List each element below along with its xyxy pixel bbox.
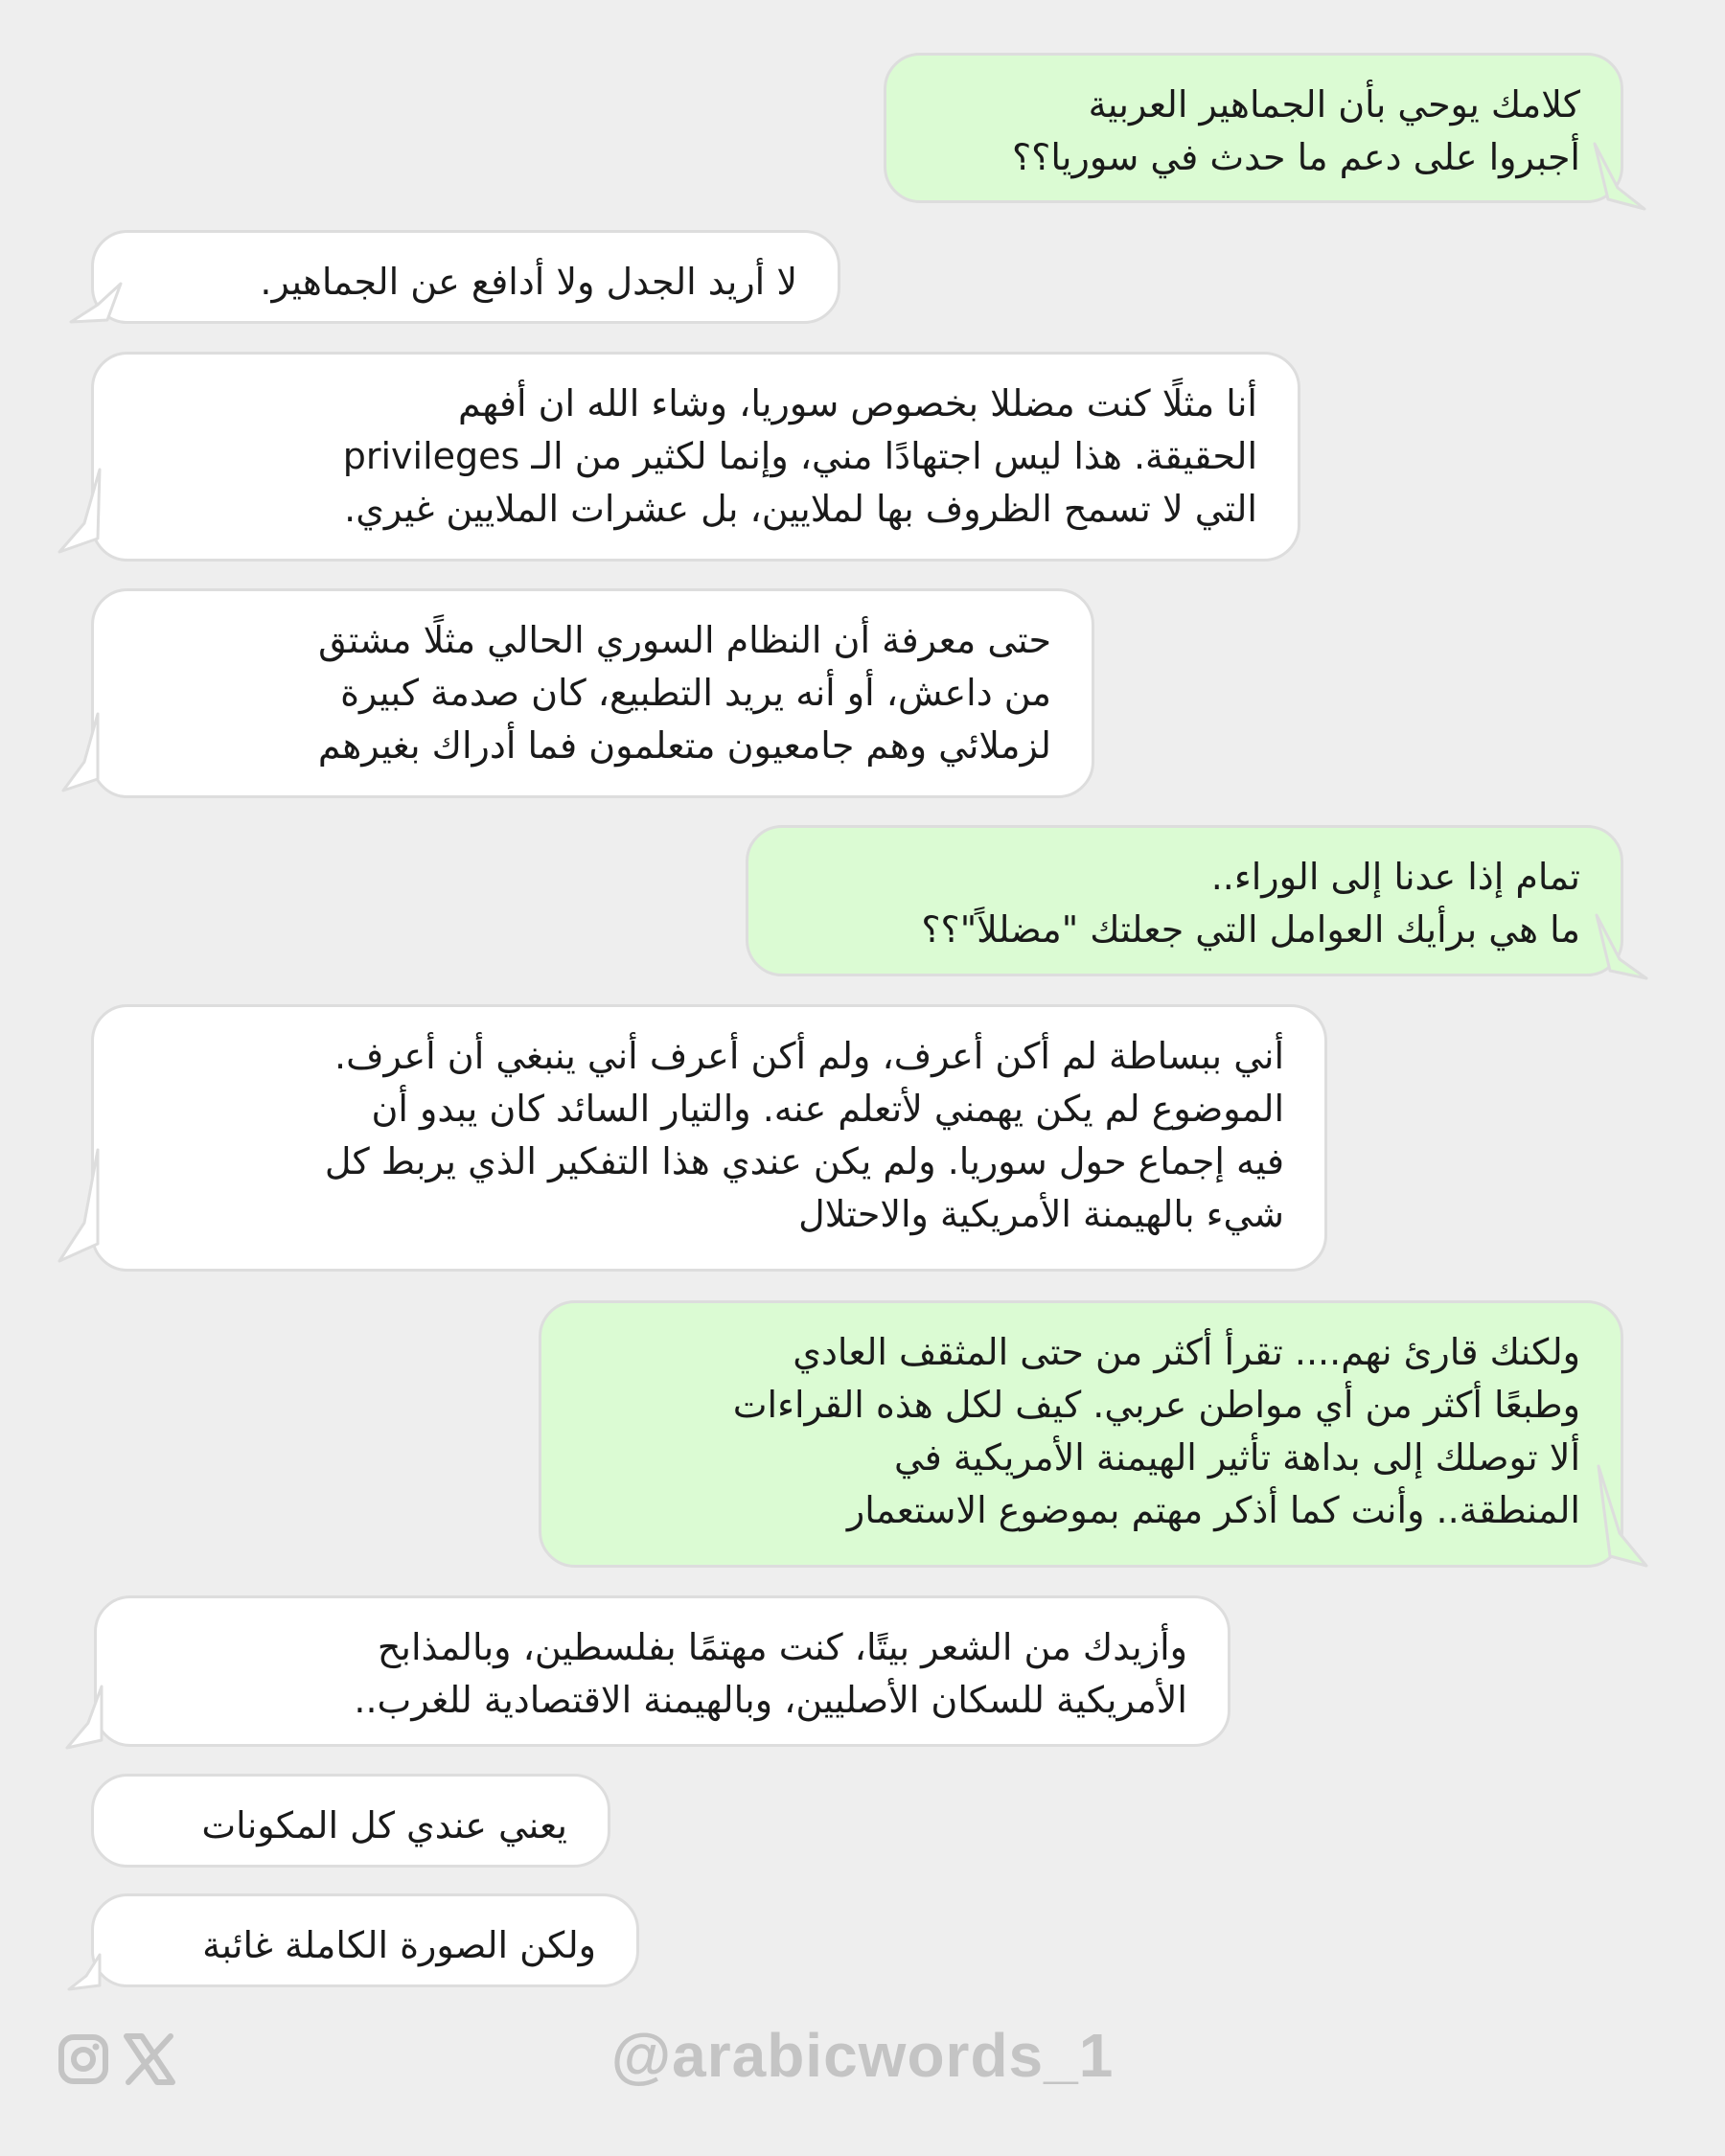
message-line: شيء بالهيمنة الأمريكية والاحتلال — [798, 1193, 1284, 1235]
message-line: الموضوع لم يكن يهمني لأتعلم عنه. والتيار السائد كان يبدو أن — [371, 1088, 1284, 1130]
message-line: يعني عندي كل المكونات — [201, 1804, 567, 1846]
message-line: وطبعًا أكثر من أي مواطن عربي. كيف لكل هذه القراءات — [732, 1384, 1580, 1426]
message-line: حتى معرفة أن النظام السوري الحالي مثلًا مشتق — [318, 619, 1051, 661]
bubble-tail-left — [67, 1955, 115, 1993]
bubble-tail-left — [58, 470, 125, 556]
message-line: وأزيدك من الشعر بيتًا، كنت مهتمًا بفلسطين، وبالمذابح — [377, 1626, 1187, 1668]
message-bubble-sent[interactable] — [884, 53, 1623, 203]
account-handle: @arabicwords_1 — [610, 2021, 1115, 2090]
message-line: لزملائي وهم جامعيون متعلمون فما أدراك بغيرهم — [317, 724, 1051, 767]
message-bubble-received[interactable] — [91, 1893, 639, 1987]
message-line: الحقيقة. هذا ليس اجتهادًا مني، وإنما لكثير من الـ privileges — [342, 435, 1257, 477]
message-bubble-received[interactable] — [91, 230, 840, 324]
message-line: أنا مثلًا كنت مضللا بخصوص سوريا، وشاء الله ان أفهم — [458, 382, 1257, 424]
bubble-tail-left — [67, 284, 125, 332]
message-line: كلامك يوحي بأن الجماهير العربية — [1088, 83, 1580, 126]
bubble-tail-left — [58, 1150, 125, 1265]
message-bubble-received[interactable] — [91, 1774, 610, 1868]
bubble-tail-right — [1593, 915, 1650, 982]
bubble-tail-left — [63, 1686, 130, 1754]
message-line: تمام إذا عدنا إلى الوراء.. — [1210, 856, 1580, 898]
message-bubble-sent[interactable] — [746, 825, 1623, 976]
message-bubble-received[interactable] — [91, 588, 1094, 798]
message-line: فيه إجماع حول سوريا. ولم يكن عندي هذا التفكير الذي يربط كل — [324, 1140, 1284, 1182]
message-line: من داعش، أو أنه يريد التطبيع، كان صدمة كبيرة — [340, 672, 1051, 714]
message-line: ولكن الصورة الكاملة غائبة — [202, 1924, 596, 1966]
message-bubble-sent[interactable] — [539, 1300, 1623, 1568]
message-bubble-received[interactable] — [91, 352, 1300, 562]
message-bubble-received[interactable] — [94, 1595, 1230, 1747]
message-line: لا أريد الجدل ولا أدافع عن الجماهير. — [260, 261, 797, 303]
bubble-tail-right — [1591, 144, 1648, 211]
message-line: ألا توصلك إلى بداهة تأثير الهيمنة الأمريكية في — [893, 1436, 1580, 1479]
message-bubble-received[interactable] — [91, 1004, 1327, 1272]
message-line: الأمريكية للسكان الأصليين، وبالهيمنة الاقتصادية للغرب.. — [354, 1679, 1187, 1721]
bubble-tail-left — [59, 714, 126, 795]
bubble-tail-right — [1593, 1466, 1650, 1571]
message-line: ولكنك قارئ نهم.... تقرأ أكثر من حتى المثقف العادي — [793, 1331, 1580, 1373]
message-line: أجبروا على دعم ما حدث في سوريا؟؟ — [1012, 136, 1580, 178]
message-line: التي لا تسمح الظروف بها لملايين، بل عشرات الملايين غيري. — [344, 488, 1257, 530]
message-line: المنطقة.. وأنت كما أذكر مهتم بموضوع الاستعمار — [846, 1489, 1580, 1531]
message-line: أني ببساطة لم أكن أعرف، ولم أكن أعرف أني ينبغي أن أعرف. — [334, 1035, 1284, 1077]
message-line: ما هي برأيك العوامل التي جعلتك "مضللاً"؟؟ — [921, 908, 1580, 951]
